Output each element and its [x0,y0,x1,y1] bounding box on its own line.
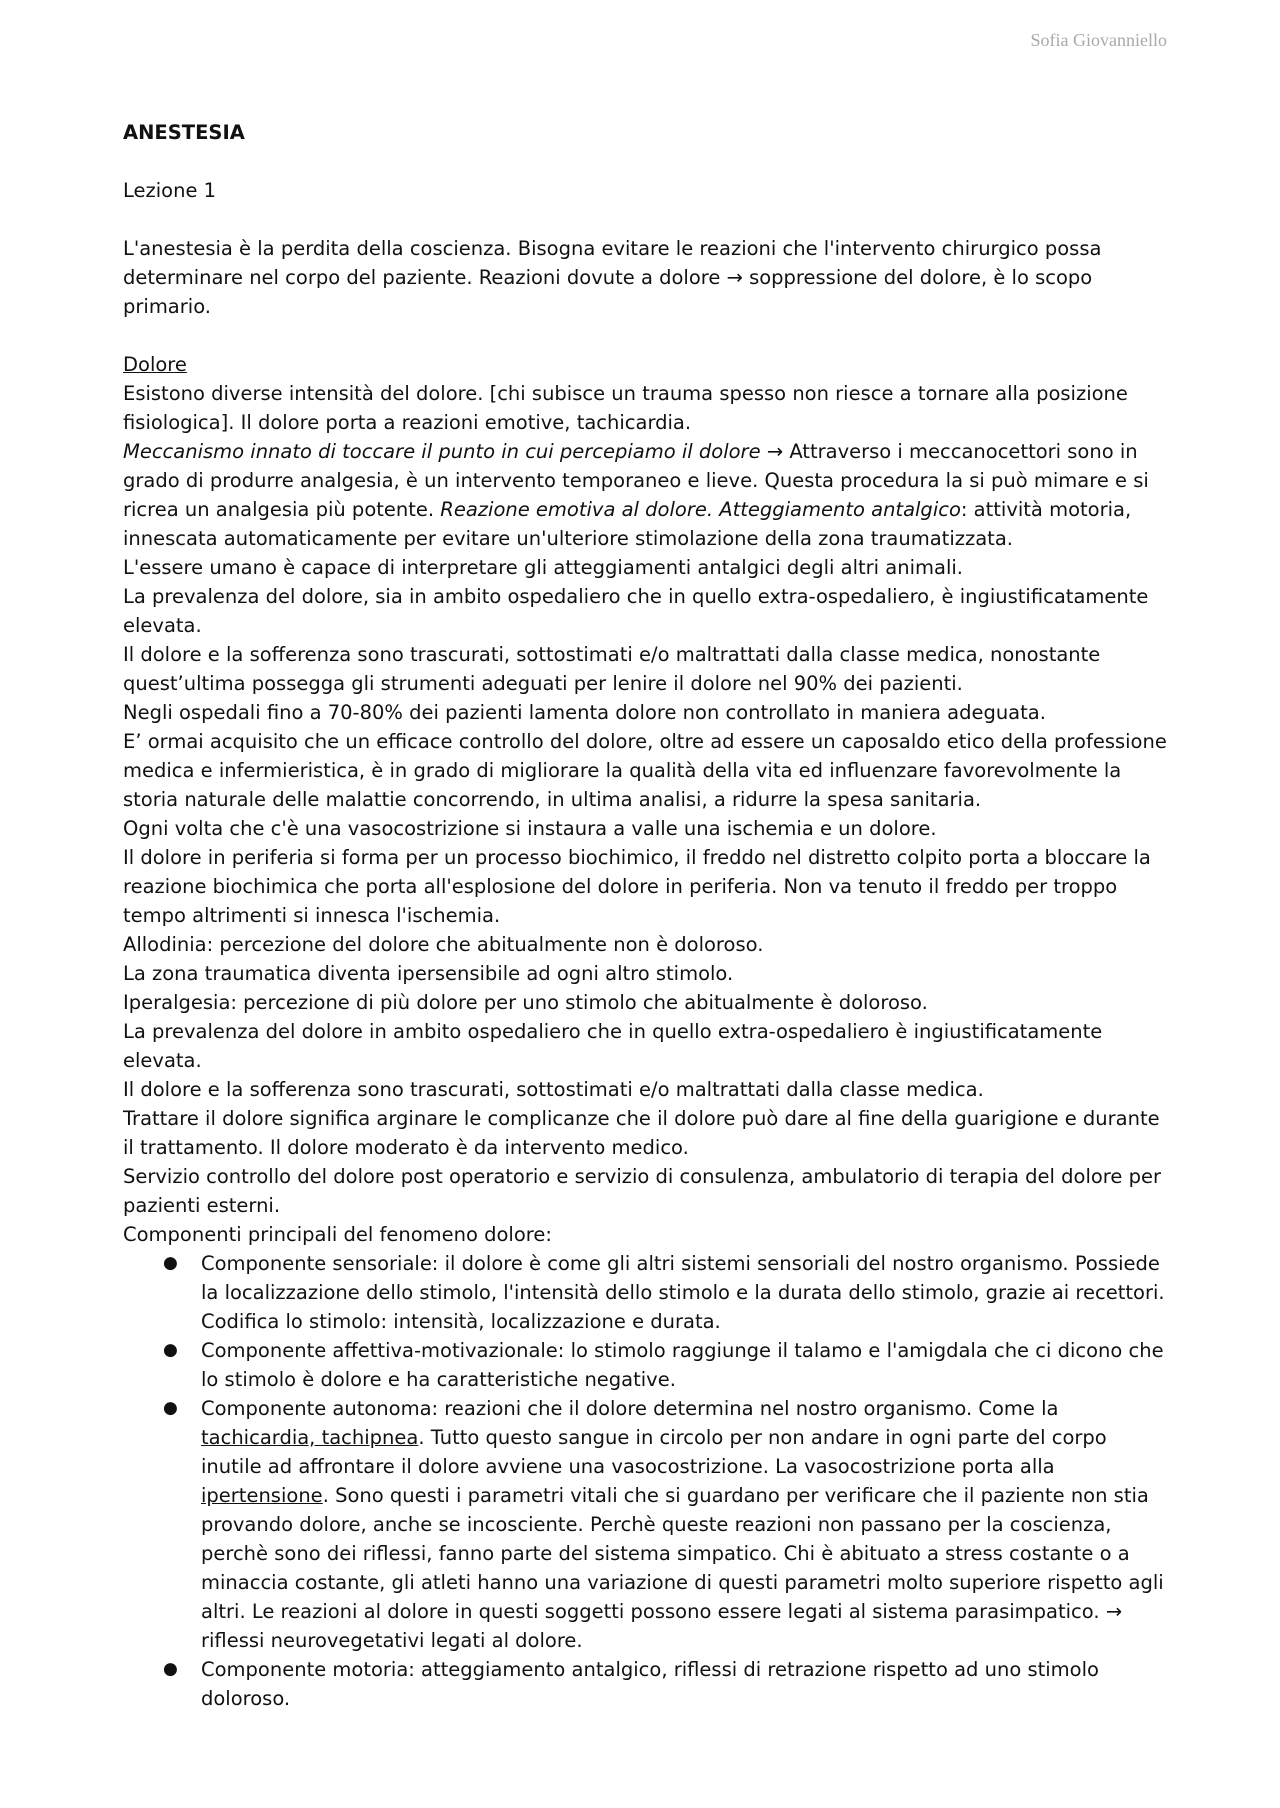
spacer [123,147,1173,176]
document-title: ANESTESIA [123,121,245,144]
spacer [123,205,1173,234]
text-line: L'essere umano è capace di interpretare gli atteggiamenti antalgici degli altri animali. [123,556,963,579]
bullet-text: . Sono questi i parametri vitali che si guardano per verificare che il paziente non stia provando dolore, anche se incosciente. Perchè queste reazioni non passano per la coscienza, perchè sono dei riflessi, fanno parte del sistema simpatico. Chi è abituato a stress costante o a minaccia costante, gli atleti hanno una variazione di questi parametri molto superiore rispetto agli altri. Le reazioni al dolore in questi soggetti possono essere legati al sistema parasimpatico. → riflessi neurovegetativi legati al dolore. [201,1484,1164,1652]
paragraph-mechanism [123,437,1173,553]
bullet-icon: ● [163,1659,178,1679]
bullet-text: Componente affettiva-motivazionale: lo stimolo raggiunge il talamo e l'amigdala che ci dicono che lo stimolo è dolore e ha caratteristiche negative. [201,1339,1164,1391]
underlined-term: tachicardia, tachipnea [201,1426,419,1449]
text-line: Ogni volta che c'è una vasocostrizione si instaura a valle una ischemia e un dolore. [123,817,937,840]
text-line: Componenti principali del fenomeno dolore: [123,1223,552,1246]
text-mechanism: → Attraverso i meccanocettori sono in grado di produrre analgesia, è un intervento temporaneo e lieve. Questa procedura la si può mimare e si ricrea un analgesia più potente. [123,440,1149,521]
text-line: Negli ospedali fino a 70-80% dei pazienti lamenta dolore non controllato in maniera adeguata. [123,701,1046,724]
spacer [123,321,1173,350]
bullet-list [123,1249,1173,1713]
italic-mechanism: Meccanismo innato di toccare il punto in cui percepiamo il dolore [123,440,761,463]
author-name: Sofia Giovanniello [1030,30,1167,50]
bullet-icon: ● [163,1340,178,1360]
text-line: Allodinia: percezione del dolore che abitualmente non è doloroso. [123,933,764,956]
bullet-text: . Tutto questo sangue in circolo per non andare in ogni parte del corpo inutile ad affrontare il dolore avviene una vasocostrizione. La vasocostrizione porta alla [201,1426,1107,1478]
list-item [123,1336,1173,1394]
bullet-text: Componente sensoriale: il dolore è come gli altri sistemi sensoriali del nostro organismo. Possiede la localizzazione dello stimolo, l'intensità dello stimolo e la durata dello stimolo, grazie ai recettori. Codifica lo stimolo: intensità, localizzazione e durata. [201,1252,1165,1333]
section-heading-dolore: Dolore [123,353,187,376]
list-item [123,1655,1173,1713]
intro-paragraph: L'anestesia è la perdita della coscienza. Bisogna evitare le reazioni che l'intervento chirurgico possa determinare nel corpo del paziente. Reazioni dovute a dolore → soppressione del dolore, è lo scopo primario. [123,237,1102,318]
document-body [123,118,1173,1713]
list-item [123,1394,1173,1655]
text-line: La prevalenza del dolore, sia in ambito ospedaliero che in quello extra-ospedaliero, è ingiustificatamente elevata. [123,585,1149,637]
underlined-term: ipertensione [201,1484,323,1507]
bullet-icon: ● [163,1253,178,1273]
text-antalgic: : attività motoria, innescata automaticamente per evitare un'ulteriore stimolazione della zona traumatizzata. [123,498,1132,550]
paragraph-intensity: Esistono diverse intensità del dolore. [chi subisce un trauma spesso non riesce a tornare alla posizione fisiologica]. Il dolore porta a reazioni emotive, tachicardia. [123,382,1128,434]
text-line: Il dolore in periferia si forma per un processo biochimico, il freddo nel distretto colpito porta a bloccare la reazione biochimica che porta all'esplosione del dolore in periferia. Non va tenuto il freddo per troppo tempo altrimenti si innesca l'ischemia. [123,846,1151,927]
text-line: E’ ormai acquisito che un efficace controllo del dolore, oltre ad essere un caposaldo etico della professione medica e infermieristica, è in grado di migliorare la qualità della vita ed influenzare favorevolmente la storia naturale delle malattie concorrendo, in ultima analisi, a ridurre la spesa sanitaria. [123,730,1167,811]
bullet-text: Componente autonoma: reazioni che il dolore determina nel nostro organismo. Come la [201,1397,1059,1420]
bullet-icon: ● [163,1398,178,1418]
text-line: Trattare il dolore significa arginare le complicanze che il dolore può dare al fine della guarigione e durante il trattamento. Il dolore moderato è da intervento medico. [123,1107,1160,1159]
text-line: La zona traumatica diventa ipersensibile ad ogni altro stimolo. [123,962,734,985]
text-line: La prevalenza del dolore in ambito ospedaliero che in quello extra-ospedaliero è ingiustificatamente elevata. [123,1020,1103,1072]
text-line: Iperalgesia: percezione di più dolore per uno stimolo che abitualmente è doloroso. [123,991,928,1014]
bullet-text: Componente motoria: atteggiamento antalgico, riflessi di retrazione rispetto ad uno stimolo doloroso. [201,1658,1099,1710]
lesson-label: Lezione 1 [123,179,217,202]
text-line: Servizio controllo del dolore post operatorio e servizio di consulenza, ambulatorio di terapia del dolore per pazienti esterni. [123,1165,1161,1217]
text-line: Il dolore e la sofferenza sono trascurati, sottostimati e/o maltrattati dalla classe medica. [123,1078,984,1101]
italic-reaction: Reazione emotiva al dolore. Atteggiamento antalgico [440,498,961,521]
list-item [123,1249,1173,1336]
text-line: Il dolore e la sofferenza sono trascurati, sottostimati e/o maltrattati dalla classe medica, nonostante quest’ultima possegga gli strumenti adeguati per lenire il dolore nel 90% dei pazienti. [123,643,1101,695]
